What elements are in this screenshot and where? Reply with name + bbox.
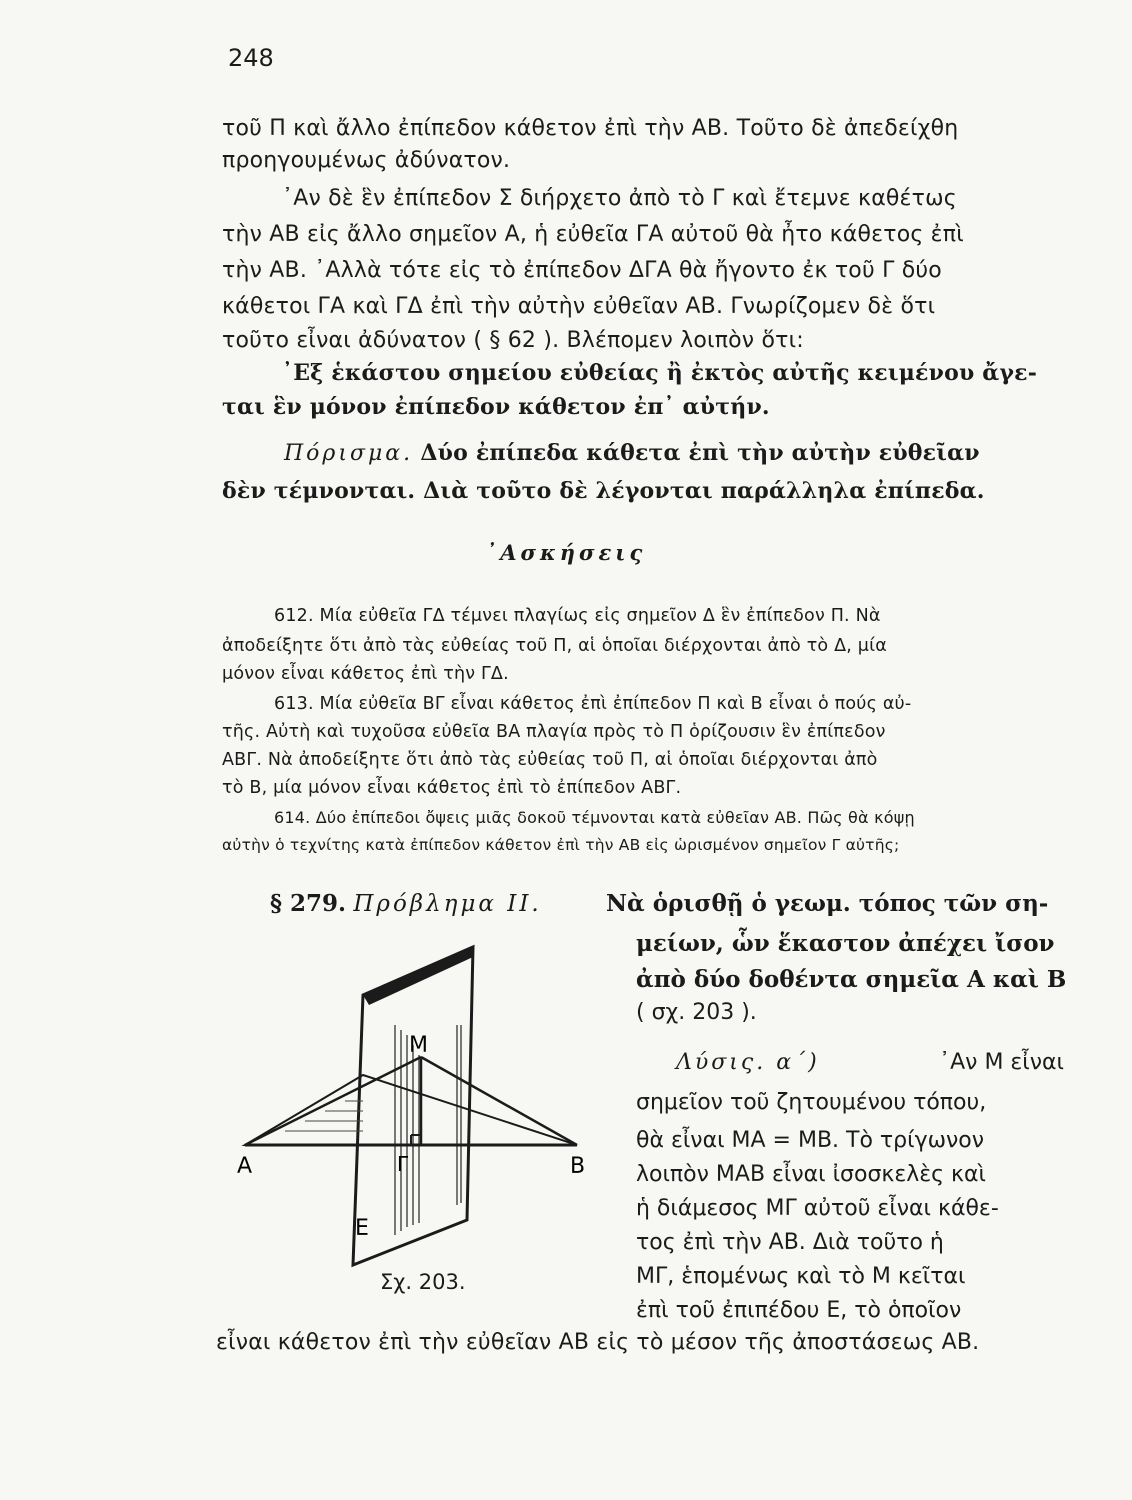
figure-caption: Σχ. 203. xyxy=(380,1270,466,1294)
exercise-line-4: 613. Μία εὐθεῖα ΒΓ εἶναι κάθετος ἐπὶ ἐπίπεδον Π καὶ Β εἶναι ὁ πούς αὐ- xyxy=(274,694,912,714)
body-line-6: κάθετοι ΓΑ καὶ ΓΔ ἐπὶ τὴν αὐτὴν εὐθεῖαν ΑΒ. Γνωρίζομεν δὲ ὅτι xyxy=(222,294,936,319)
theorem-line-2: ται ἓν μόνον ἐπίπεδον κάθετον ἐπ᾿ αὐτήν. xyxy=(222,394,770,420)
exercise-line-9: αὐτὴν ὁ τεχνίτης κατὰ ἐπίπεδον κάθετον ἐπὶ τὴν ΑΒ εἰς ὡρισμένον σημεῖον Γ αὐτῆς; xyxy=(222,836,900,854)
problem-label: Πρόβλημα ΙΙ. xyxy=(353,891,542,917)
body-line-2: προηγουμένως ἀδύνατον. xyxy=(222,148,511,173)
problem-line-1: Νὰ ὁρισθῇ ὁ γεωμ. τόπος τῶν ση- xyxy=(606,890,1049,917)
solution-line-4: ἡ διάμεσος ΜΓ αὐτοῦ εἶναι κάθε- xyxy=(636,1196,999,1221)
problem-heading xyxy=(270,890,542,917)
body-line-7: τοῦτο εἶναι ἀδύνατον ( § 62 ). Βλέπομεν λοιπὸν ὅτι: xyxy=(222,328,804,353)
exercise-line-7: τὸ Β, μία μόνον εἶναι κάθετος ἐπὶ τὸ ἐπίπεδον ΑΒΓ. xyxy=(222,778,682,798)
exercise-line-3: μόνον εἶναι κάθετος ἐπὶ τὴν ΓΔ. xyxy=(222,664,509,684)
exercise-line-2: ἀποδείξητε ὅτι ἀπὸ τὰς εὐθείας τοῦ Π, αἱ ὁποῖαι διέρχονται ἀπὸ τὸ Δ, μία xyxy=(222,636,887,656)
solution-line-3: λοιπὸν ΜΑΒ εἶναι ἰσοσκελὲς καὶ xyxy=(636,1162,986,1187)
exercises-heading: ᾿Ασκήσεις xyxy=(485,540,647,565)
solution-line-5: τος ἐπὶ τὴν ΑΒ. Διὰ τοῦτο ἡ xyxy=(636,1230,944,1255)
exercise-line-5: τῆς. Αὐτὴ καὶ τυχοῦσα εὐθεῖα ΒΑ πλαγία πρὸς τὸ Π ὁρίζουσιν ἓν ἐπίπεδον xyxy=(222,722,886,742)
label-m: Μ xyxy=(409,1033,428,1058)
porisma-line-1 xyxy=(284,440,1064,466)
label-b: Β xyxy=(570,1154,586,1179)
solution-first: ᾿Αν Μ εἶναι xyxy=(939,1050,1064,1075)
exercise-line-1: 612. Μία εὐθεῖα ΓΔ τέμνει πλαγίως εἰς σημεῖον Δ ἓν ἐπίπεδον Π. Νὰ xyxy=(274,606,881,626)
problem-ref: ( σχ. 203 ). xyxy=(636,1000,757,1025)
figure-203 xyxy=(225,935,605,1280)
theorem-line-1: ᾿Εξ ἑκάστου σημείου εὐθείας ἢ ἐκτὸς αὐτῆς κειμένου ἄγε- xyxy=(282,360,1038,386)
label-g: Γ xyxy=(397,1152,409,1176)
solution-label: Λύσις. α΄) xyxy=(676,1050,820,1075)
porisma-line-2: δὲν τέμνονται. Διὰ τοῦτο δὲ λέγονται παράλληλα ἐπίπεδα. xyxy=(222,478,985,504)
body-line-3: ᾿Αν δὲ ἓν ἐπίπεδον Σ διήρχετο ἀπὸ τὸ Γ καὶ ἔτεμνε καθέτως xyxy=(282,186,957,211)
problem-line-2: μείων, ὧν ἕκαστον ἀπέχει ἴσον xyxy=(636,930,1055,957)
plane-hatching xyxy=(395,1025,461,1235)
body-line-5: τὴν ΑΒ. ᾿Αλλὰ τότε εἰς τὸ ἐπίπεδον ΔΓΑ θὰ ἤγοντο ἐκ τοῦ Γ δύο xyxy=(222,258,942,283)
plane-top-edge xyxy=(363,947,473,1005)
solution-line-1: σημεῖον τοῦ ζητουμένου τόπου, xyxy=(636,1090,987,1115)
solution-last-line: εἶναι κάθετον ἐπὶ τὴν εὐθεῖαν ΑΒ εἰς τὸ μέσον τῆς ἀποστάσεως ΑΒ. xyxy=(216,1330,980,1355)
porisma-label: Πόρισμα. xyxy=(284,441,414,466)
exercise-line-8: 614. Δύο ἐπίπεδοι ὄψεις μιᾶς δοκοῦ τέμνονται κατὰ εὐθεῖαν ΑΒ. Πῶς θὰ κόψῃ xyxy=(274,808,915,827)
porisma-text: Δύο ἐπίπεδα κάθετα ἐπὶ τὴν αὐτὴν εὐθεῖαν xyxy=(420,440,980,466)
solution-line-6: ΜΓ, ἑπομένως καὶ τὸ Μ κεῖται xyxy=(636,1264,966,1289)
problem-line-3: ἀπὸ δύο δοθέντα σημεῖα Α καὶ Β xyxy=(636,966,1067,993)
solution-line-2: θὰ εἶναι ΜΑ = ΜΒ. Τὸ τρίγωνον xyxy=(636,1128,985,1153)
solution-first-line xyxy=(676,1050,1064,1075)
problem-section: § 279. xyxy=(270,890,347,917)
label-e: Ε xyxy=(355,1216,369,1241)
body-line-1: τοῦ Π καὶ ἄλλο ἐπίπεδον κάθετον ἐπὶ τὴν ΑΒ. Τοῦτο δὲ ἀπεδείχθη xyxy=(222,116,959,141)
body-line-4: τὴν ΑΒ εἰς ἄλλο σημεῖον Α, ἡ εὐθεῖα ΓΑ αὐτοῦ θὰ ἦτο κάθετος ἐπὶ xyxy=(222,222,964,247)
solution-line-7: ἐπὶ τοῦ ἐπιπέδου Ε, τὸ ὁποῖον xyxy=(636,1298,962,1323)
label-a: Α xyxy=(237,1154,253,1179)
exercise-line-6: ΑΒΓ. Νὰ ἀποδείξητε ὅτι ἀπὸ τὰς εὐθείας τοῦ Π, αἱ ὁποῖαι διέρχονται ἀπὸ xyxy=(222,750,878,770)
page-number: 248 xyxy=(228,44,274,72)
